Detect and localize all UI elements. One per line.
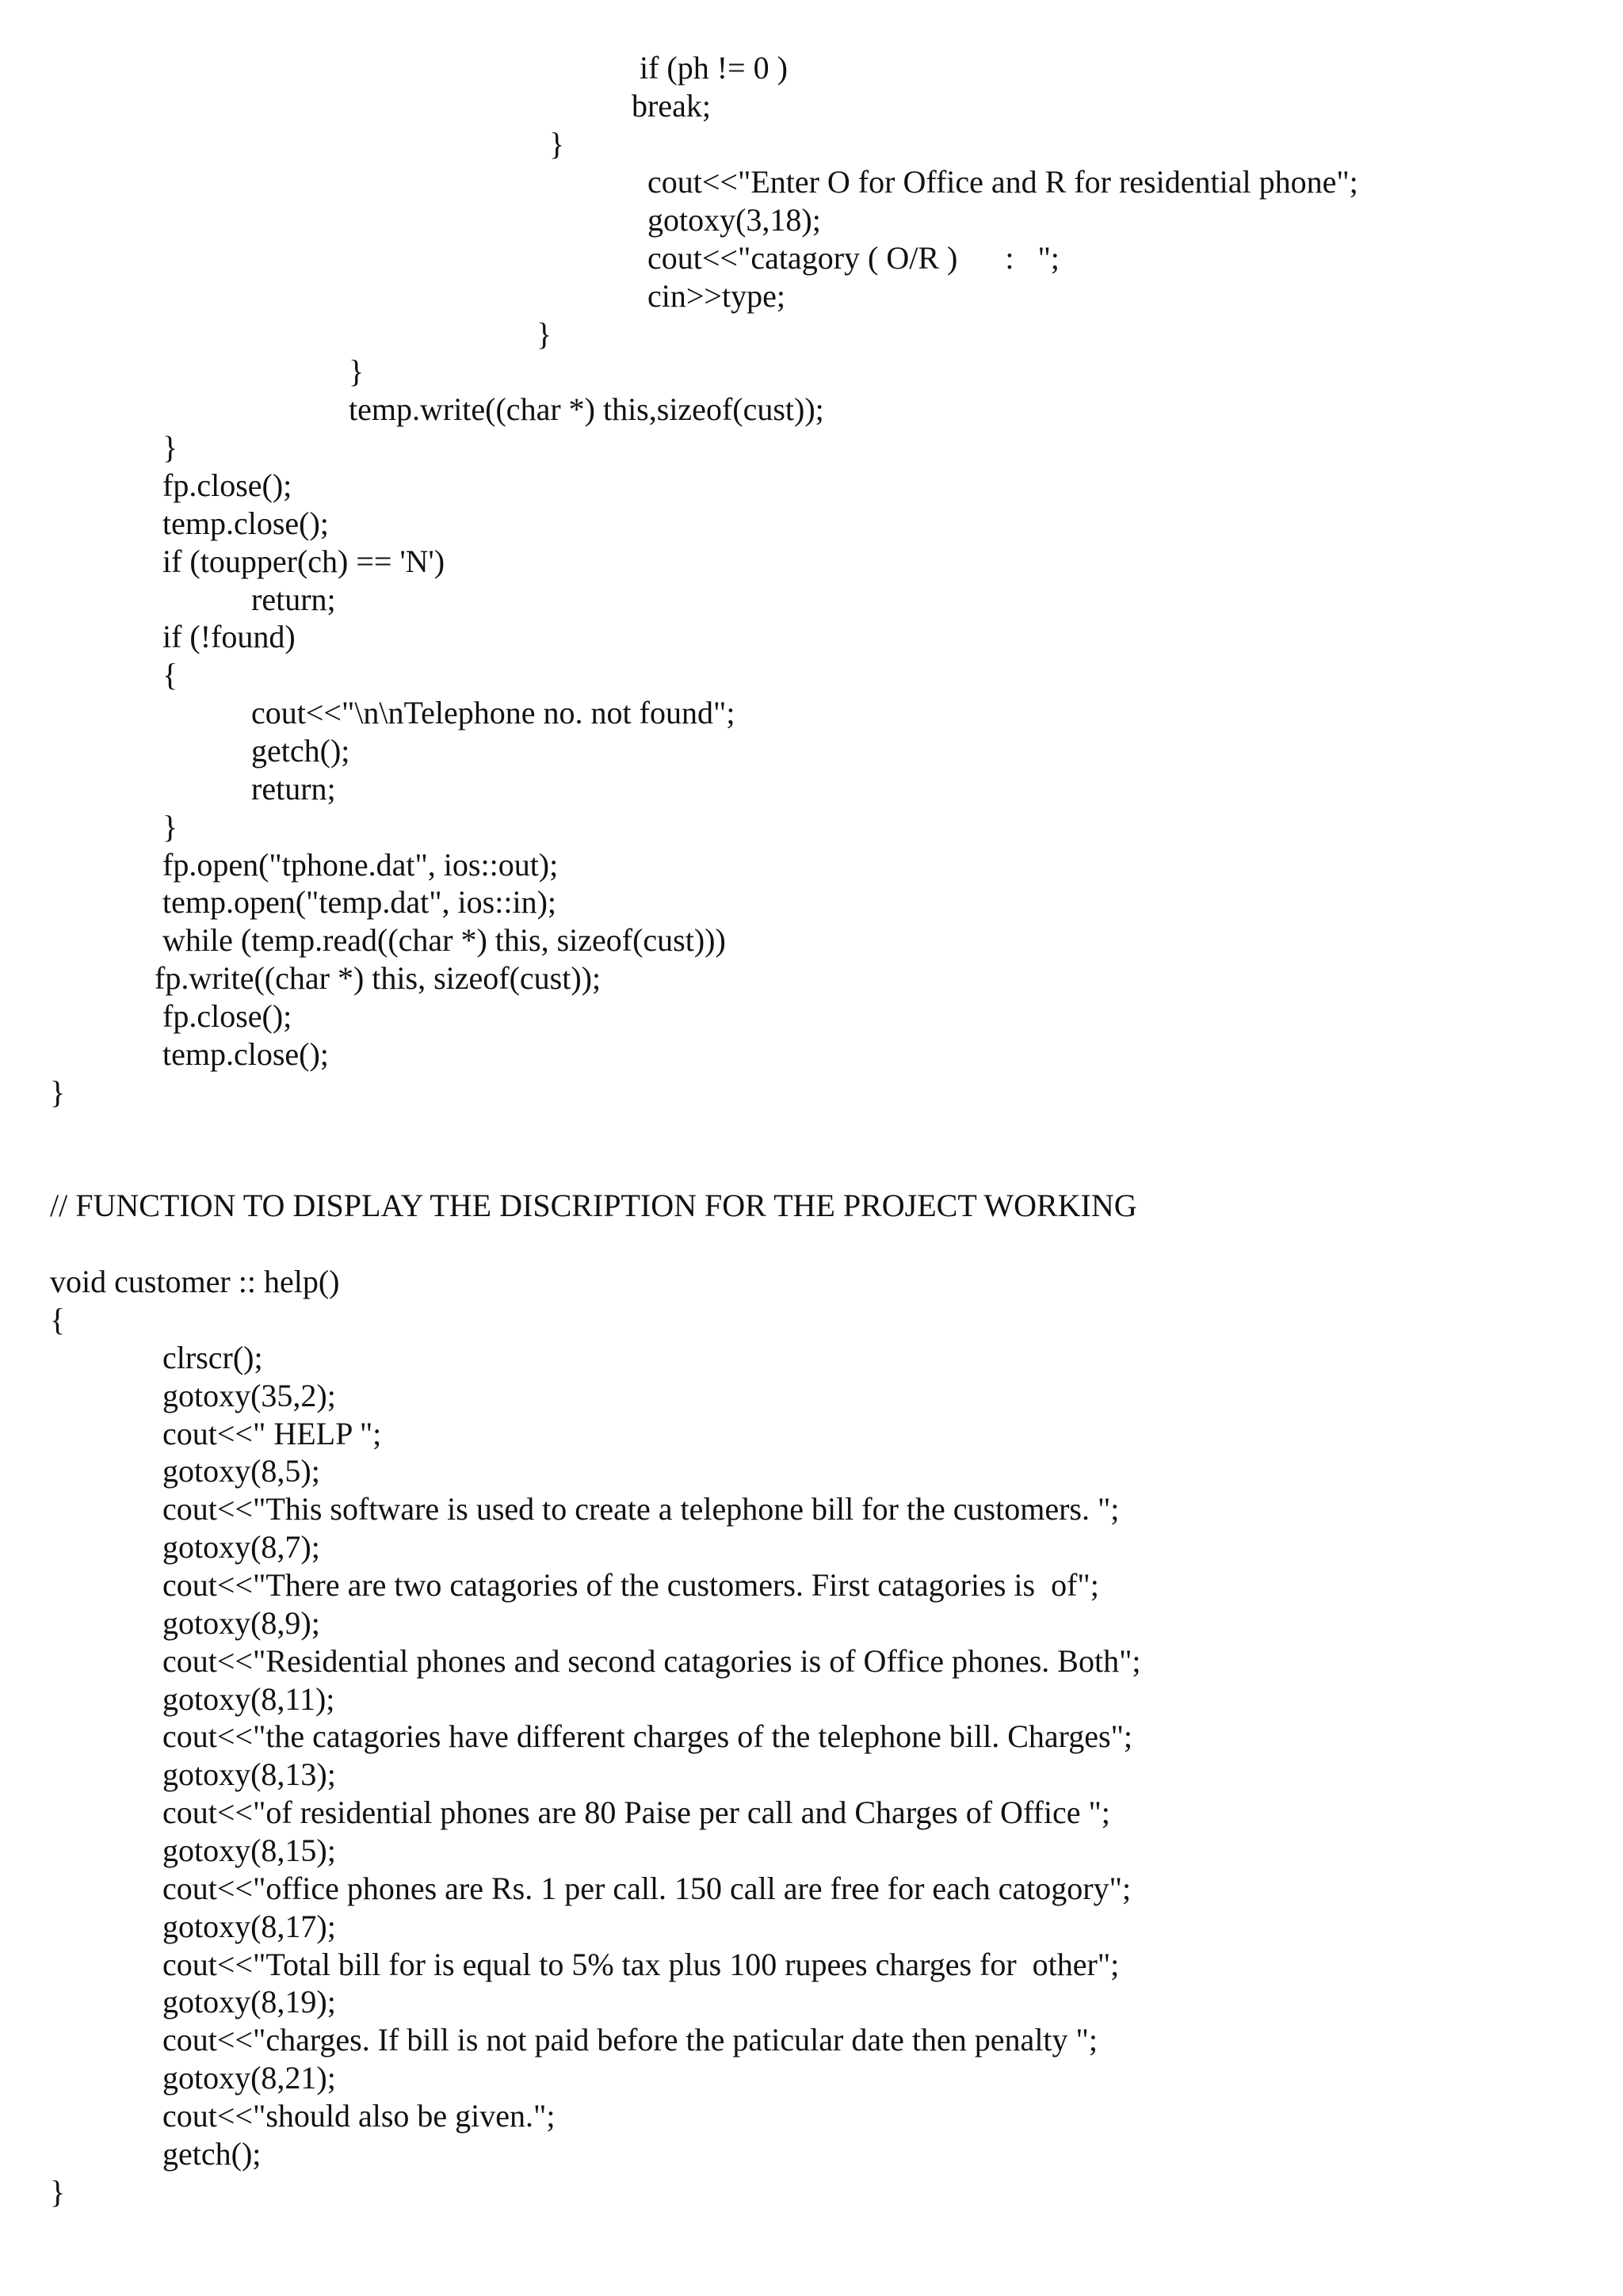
code-line: } bbox=[50, 1074, 66, 1110]
code-line: { bbox=[50, 1302, 66, 1337]
code-line: // FUNCTION TO DISPLAY THE DISCRIPTION FOR THE PROJECT WORKING bbox=[50, 1188, 1137, 1223]
code-line: cout<<"office phones are Rs. 1 per call. 150 call are free for each catogory"; bbox=[162, 1871, 1132, 1906]
code-line: gotoxy(8,7); bbox=[162, 1529, 320, 1565]
code-line: temp.open("temp.dat", ios::in); bbox=[162, 884, 557, 920]
code-line: cout<<"Total bill for is equal to 5% tax plus 100 rupees charges for other"; bbox=[162, 1947, 1120, 1982]
code-line: temp.close(); bbox=[162, 505, 329, 541]
code-line: if (toupper(ch) == 'N') bbox=[162, 543, 445, 579]
code-line: cout<<"of residential phones are 80 Paise per call and Charges of Office "; bbox=[162, 1794, 1110, 1830]
code-line: fp.open("tphone.dat", ios::out); bbox=[162, 847, 559, 883]
code-line: temp.close(); bbox=[162, 1036, 329, 1072]
code-line: getch(); bbox=[162, 2136, 262, 2172]
code-line: cout<<"\n\nTelephone no. not found"; bbox=[251, 695, 735, 730]
code-line: return; bbox=[251, 582, 336, 617]
code-line: cout<<"catagory ( O/R ) : "; bbox=[647, 240, 1060, 276]
code-line: while (temp.read((char *) this, sizeof(cust))) bbox=[162, 922, 726, 958]
code-line: gotoxy(8,21); bbox=[162, 2060, 336, 2096]
code-line: void customer :: help() bbox=[50, 1264, 340, 1299]
code-line: } bbox=[162, 809, 178, 845]
code-line: cout<<"Residential phones and second catagories is of Office phones. Both"; bbox=[162, 1643, 1141, 1679]
code-line: cout<<"Enter O for Office and R for residential phone"; bbox=[647, 164, 1358, 200]
code-line: getch(); bbox=[251, 733, 350, 769]
code-line: fp.close(); bbox=[162, 998, 292, 1034]
code-line: cout<<"There are two catagories of the customers. First catagories is of"; bbox=[162, 1567, 1099, 1603]
code-line: gotoxy(8,15); bbox=[162, 1833, 336, 1868]
code-line: temp.write((char *) this,sizeof(cust)); bbox=[349, 391, 824, 427]
code-line: cout<<"should also be given."; bbox=[162, 2098, 556, 2134]
code-line: if (ph != 0 ) bbox=[640, 50, 788, 86]
code-line: } bbox=[537, 316, 552, 352]
code-line: clrscr(); bbox=[162, 1340, 263, 1375]
code-line: cout<<"charges. If bill is not paid before the paticular date then penalty "; bbox=[162, 2022, 1098, 2058]
code-line: fp.close(); bbox=[162, 467, 292, 503]
code-line: cout<<"This software is used to create a telephone bill for the customers. "; bbox=[162, 1491, 1120, 1527]
code-line: gotoxy(8,13); bbox=[162, 1756, 336, 1792]
code-line: } bbox=[162, 429, 178, 465]
code-line: } bbox=[349, 353, 365, 389]
code-line: cout<<"the catagories have different charges of the telephone bill. Charges"; bbox=[162, 1718, 1133, 1754]
code-line: gotoxy(8,5); bbox=[162, 1453, 320, 1489]
code-line: } bbox=[50, 2174, 66, 2210]
code-line: cout<<" HELP "; bbox=[162, 1416, 382, 1451]
code-line: } bbox=[549, 126, 565, 162]
code-line: { bbox=[162, 657, 178, 692]
code-line: gotoxy(3,18); bbox=[647, 202, 821, 238]
code-line: return; bbox=[251, 771, 336, 807]
code-line: gotoxy(8,19); bbox=[162, 1984, 336, 2019]
code-line: gotoxy(35,2); bbox=[162, 1378, 336, 1413]
code-line: cin>>type; bbox=[647, 278, 785, 314]
code-line: break; bbox=[632, 88, 711, 124]
code-line: gotoxy(8,11); bbox=[162, 1681, 335, 1717]
code-line: if (!found) bbox=[162, 619, 296, 654]
code-line: fp.write((char *) this, sizeof(cust)); bbox=[155, 960, 601, 996]
code-line: gotoxy(8,17); bbox=[162, 1909, 336, 1944]
code-line: gotoxy(8,9); bbox=[162, 1605, 320, 1641]
